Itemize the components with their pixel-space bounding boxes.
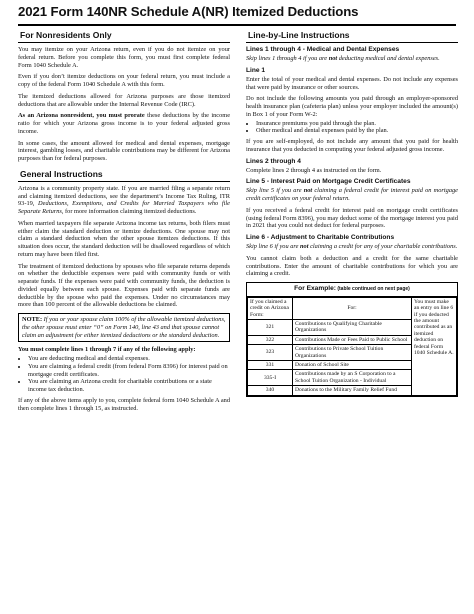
lines-2-4-title: Lines 2 through 4 xyxy=(246,157,301,165)
line-5-title: Line 5 - Interest Paid on Mortgage Credit Certificates xyxy=(246,178,411,186)
nonres-paragraph-4 xyxy=(18,112,230,135)
column-header-entry: You must make an entry on line 6 if you deducted the amount contributed as an itemized deduction on federal Form 1040 Schedule A. xyxy=(412,297,457,395)
note-box xyxy=(18,313,230,342)
prorate-text: these deductions by the income ratio for which your Arizona gross income is to your federal adjusted gross income. xyxy=(18,112,231,135)
nonres-paragraph-1: You may itemize on your Arizona return, even if you do not itemize on your federal return. Before you complete this form, you must first complete federal Form 1040 Schedule A. xyxy=(18,46,230,69)
itr-title: Deductions, Exemptions, and Credits for Married Taxpayers who file Separate Returns xyxy=(18,200,230,215)
contribution-type-cell: Contributions to Private School Tuition Organizations xyxy=(293,345,412,361)
nonres-paragraph-3: The itemized deductions allowed for Arizona purposes are those itemized deductions that are allowable under the Internal Revenue Code (IRC). xyxy=(18,92,230,108)
lines-1-4-skip xyxy=(246,55,458,63)
example-continued-note: (table continued on next page) xyxy=(335,286,410,292)
contribution-type-cell: Contributions made by an S Corporation to a School Tuition Organization - Individual xyxy=(293,370,412,386)
list-item: • You are claiming a federal credit (from federal Form 8396) for interest paid on mortgage credit certificates. xyxy=(28,363,230,379)
final-paragraph: If any of the above items apply to you, complete federal form 1040 Schedule A and then complete lines 1 through 15, as instructed. xyxy=(18,396,230,412)
list-item: • You are deducting medical and dental expenses. xyxy=(28,355,230,363)
skip-text: Skip lines 1 through 4 if you are xyxy=(246,55,329,62)
line-1-list xyxy=(246,120,458,136)
line-1-paragraph-1: Enter the total of your medical and dental expenses. Do not include any expenses that were paid by insurance or other sources. xyxy=(246,75,458,91)
example-title xyxy=(247,283,457,297)
skip-text-end: deducting medical and dental expenses. xyxy=(337,55,440,62)
contribution-type-cell: Contributions to Qualifying Charitable Organizations xyxy=(293,319,412,335)
example-table xyxy=(247,297,457,396)
skip-not: not xyxy=(303,187,313,195)
column-header-for: For: xyxy=(293,297,412,319)
note-label: NOTE: xyxy=(22,316,43,323)
line-5-skip xyxy=(246,187,458,203)
form-number-cell: 321 xyxy=(248,319,293,335)
form-number-cell: 331 xyxy=(248,361,293,370)
title-rule xyxy=(18,24,456,26)
right-column xyxy=(246,28,458,397)
line-1-paragraph-3: If you are self-employed, do not include any amount that you paid for health insurance that you deducted in computing your federal adjusted gross income. xyxy=(246,138,458,153)
nonres-paragraph-5: In some cases, the amount allowed for medical and dental expenses, mortgage interest, gambling losses, and charitable contributions may be different for Arizona purposes than for federal purposes. xyxy=(18,139,230,162)
skip-not: not xyxy=(328,55,338,62)
column-header-form: If you claimed a credit on Arizona Form: xyxy=(248,297,293,319)
list-item: • Insurance premiums you paid through the plan. xyxy=(256,120,458,128)
line-6-paragraph: You cannot claim both a deduction and a credit for the same charitable contributions. Enter the amount of charitable contributions for which you are claiming a credit. xyxy=(246,254,458,278)
general-paragraph-1 xyxy=(18,185,230,216)
must-complete-heading: You must complete lines 1 through 7 if any of the following apply: xyxy=(18,346,196,354)
skip-text: Skip line 6 if you are xyxy=(246,243,301,250)
table-header-row xyxy=(248,297,457,319)
list-item: • You are claiming an Arizona credit for charitable contributions or a state income tax deduction. xyxy=(28,378,230,394)
line-5-paragraph: If you received a federal credit for interest paid on mortgage credit certificates (using federal Form 8396), you may deduct some of the mortgage interest you paid in 2021 that you could not deduct for federal purposes. xyxy=(246,206,458,230)
note-text: If you or your spouse claim 100% of the allowable itemized deductions, the other spouse must enter “0” on Form 140, line 43 and that spouse cannot claim an adjustment for either itemized deductions or the standard deduction. xyxy=(22,316,226,339)
nonres-paragraph-2: Even if you don’t itemize deductions on your federal return, you must include a copy of the federal Form 1040 Schedule A with this form. xyxy=(18,73,230,88)
general-instructions-header: General Instructions xyxy=(18,167,230,182)
form-number-cell: 340 xyxy=(248,386,293,395)
form-number-cell: 322 xyxy=(248,335,293,344)
general-paragraph-3: The treatment of itemized deductions by spouses who file separate returns depends on whether the deductible expenses were paid with community funds or with separate funds. If the expenses were paid with community funds, the deduction is divided equally between each spouse. Expenses paid with separate funds are deductible by the spouse who paid the expenses. Under no circumstances may more than 100 percent of the allowable deductions be claimed. xyxy=(18,262,230,309)
skip-text-end: claiming a federal credit for interest paid on mortgage credit certificates on your federal return. xyxy=(246,187,458,202)
skip-text-end: claiming a credit for any of your charitable contributions. xyxy=(308,243,458,250)
line-1-paragraph-2: Do not include the following amounts you paid through an employer-sponsored health insurance plan (cafeteria plan) unless your employer included the amount(s) in Box 1 of your Form W-2: xyxy=(246,95,458,118)
example-box xyxy=(246,282,458,397)
general-p1-text: Arizona is a community property state. If you are married filing a separate return and claiming itemized deductions, see the department’s Income Tax Ruling, ITR 93-19, xyxy=(18,184,230,208)
line-6-title: Line 6 - Adjustment to Charitable Contributions xyxy=(246,234,395,241)
skip-text: Skip line 5 if you are xyxy=(246,187,304,195)
nonresidents-header: For Nonresidents Only xyxy=(18,28,230,43)
list-item: • Other medical and dental expenses paid by the plan. xyxy=(256,127,458,135)
document-title: 2021 Form 140NR Schedule A(NR) Itemized Deductions xyxy=(18,4,359,19)
contribution-type-cell: Contributions Made or Fees Paid to Public School xyxy=(293,335,412,344)
line-1-title: Line 1 xyxy=(246,66,266,74)
prorate-emphasis: As an Arizona nonresident, you must prorate xyxy=(18,112,145,120)
general-paragraph-2: When married taxpayers file separate Arizona income tax returns, both filers must either claim the standard deduction or itemize deductions. One spouse may not claim a standard deduction when the other spouse itemizes deductions. If this situation does occur, the standard deduction will be disallowed regardless of which return may have been filed first. xyxy=(18,219,230,258)
left-column xyxy=(18,28,230,416)
line-6-skip xyxy=(246,243,458,251)
general-p1-end: , for more information claiming itemized deductions. xyxy=(61,208,197,215)
example-title-text: For Example: xyxy=(294,285,336,292)
apply-list xyxy=(18,355,230,394)
form-number-cell: 323 xyxy=(248,345,293,361)
contribution-type-cell: Donation of School Site xyxy=(293,361,412,370)
contribution-type-cell: Donations to the Military Family Relief Fund xyxy=(293,386,412,395)
form-number-cell: 335-I xyxy=(248,370,293,386)
lines-1-4-title: Lines 1 through 4 - Medical and Dental Expenses xyxy=(246,46,400,53)
line-by-line-header: Line-by-Line Instructions xyxy=(246,28,458,43)
skip-not: not xyxy=(300,243,309,250)
lines-2-4-text: Complete lines 2 through 4 as instructed on the form. xyxy=(246,166,382,174)
